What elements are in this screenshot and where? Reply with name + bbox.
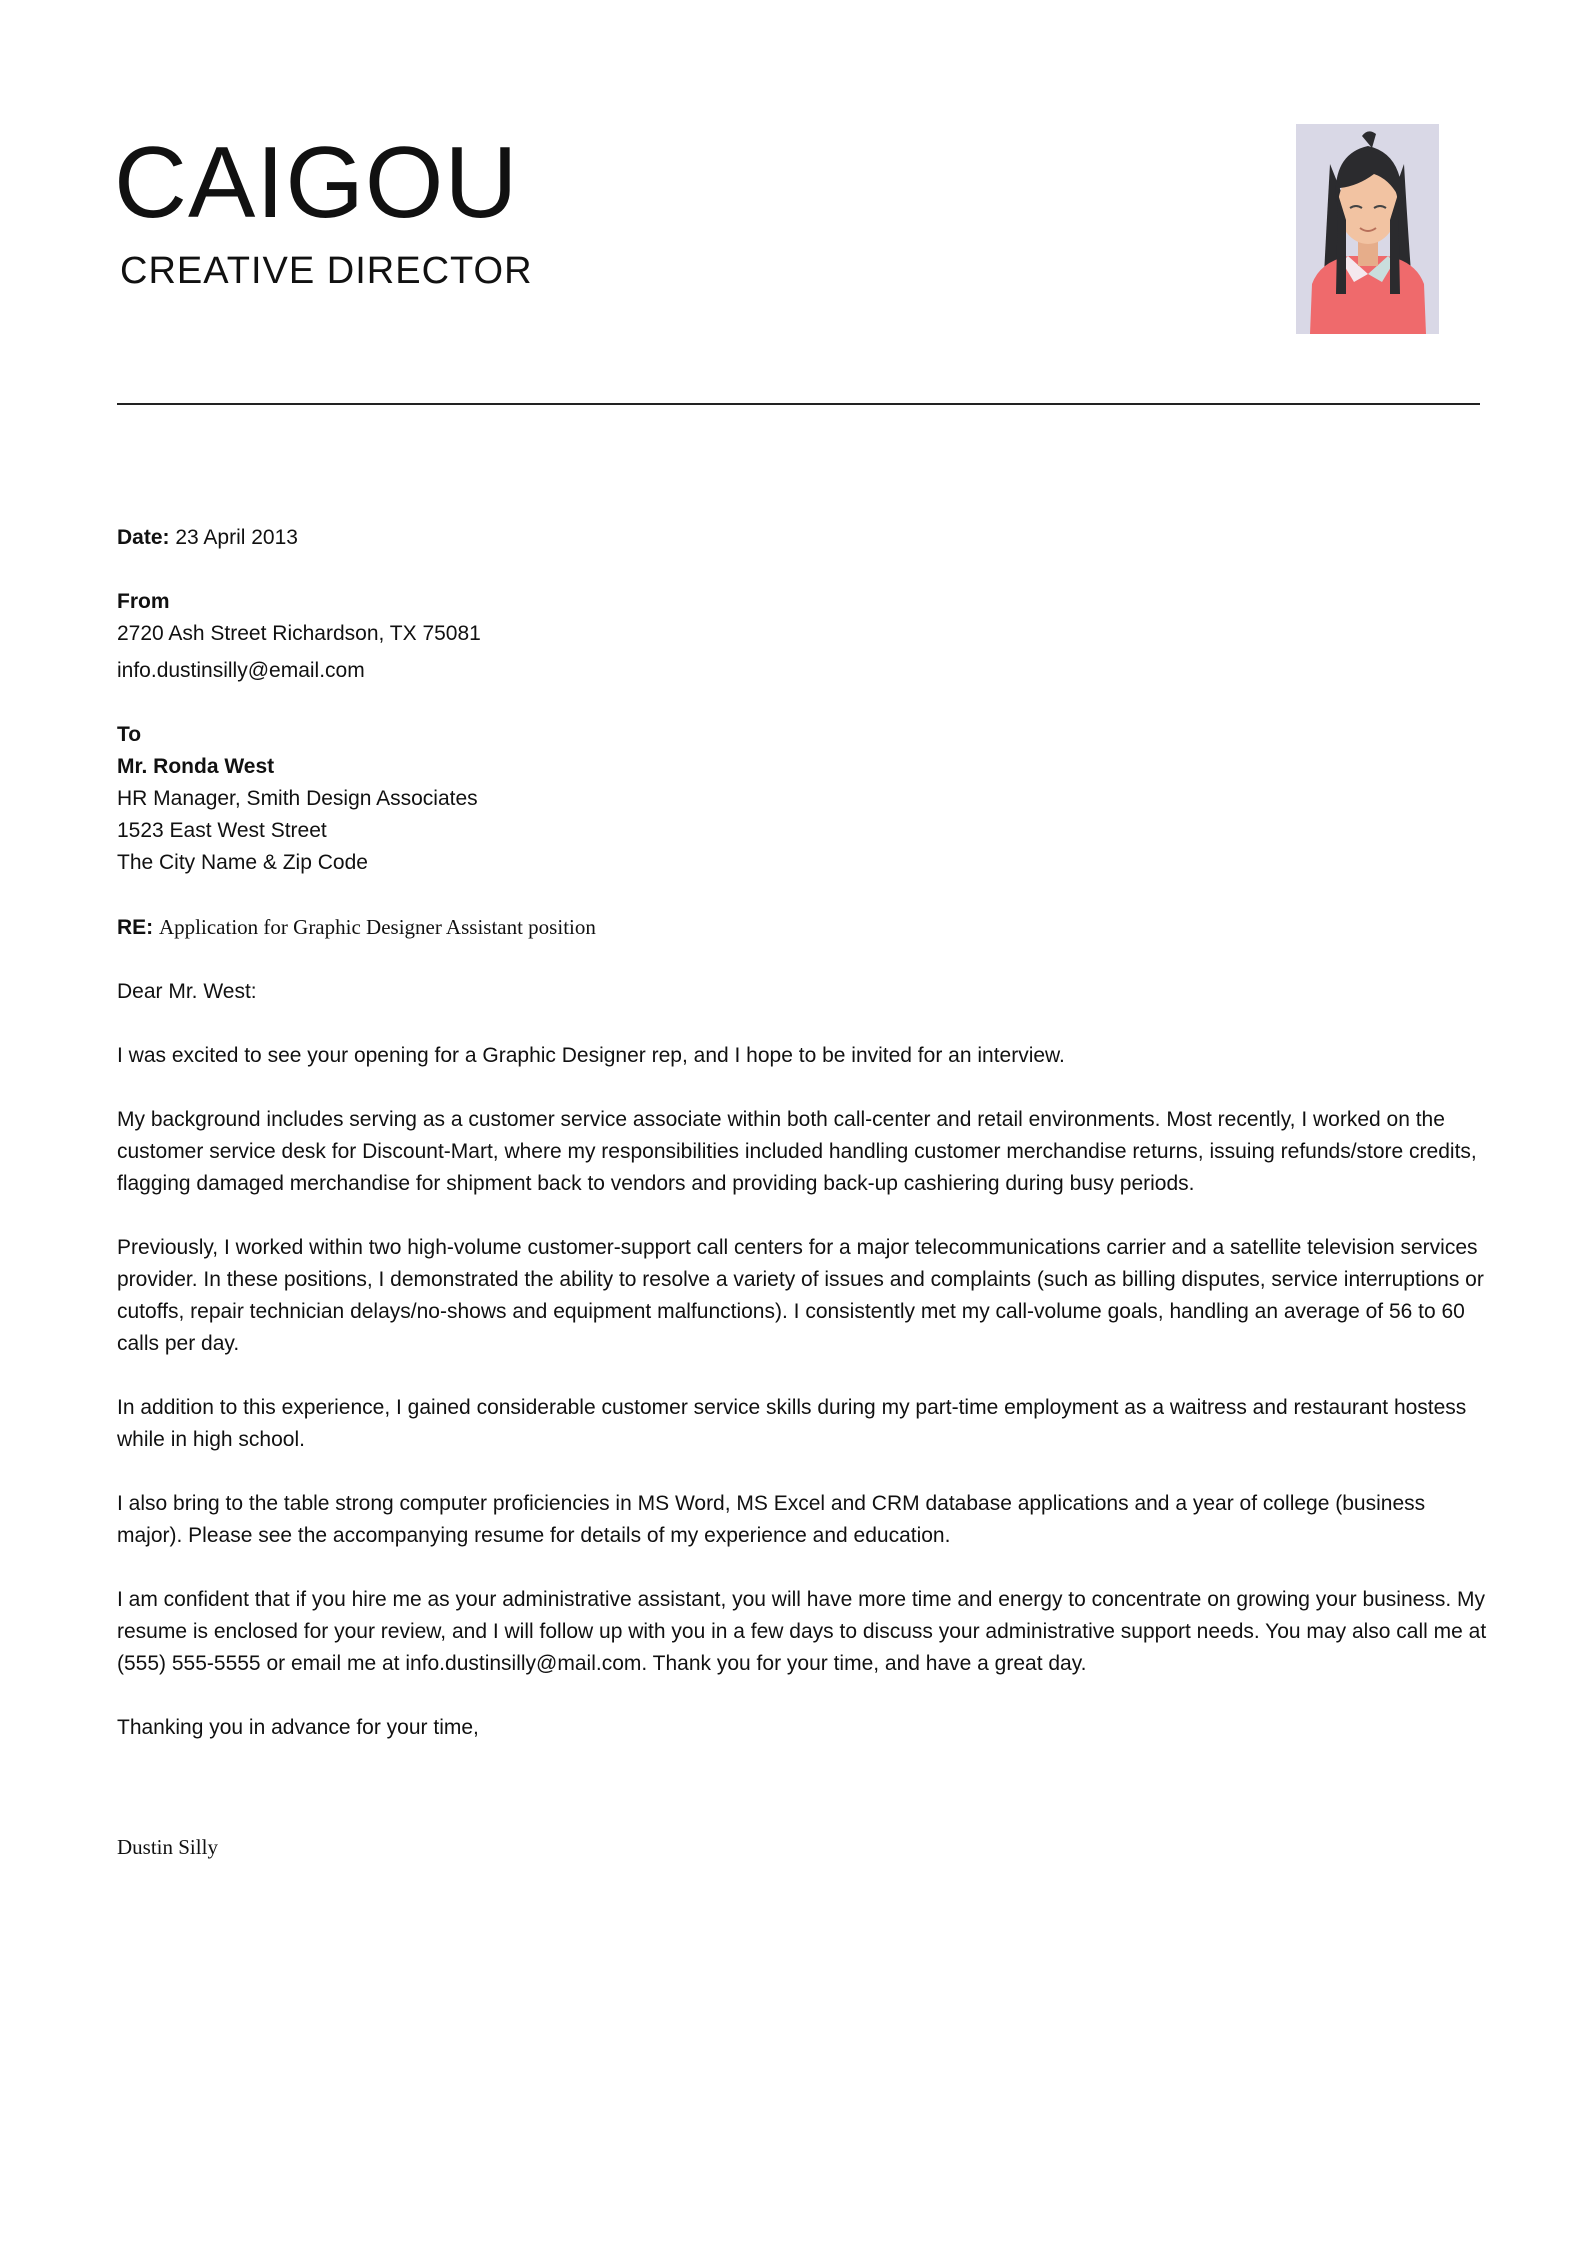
letter-paragraph: Previously, I worked within two high-volume customer-support call centers for a major telecommunications carrier and a satellite television services provider. In these positions, I demonstrated the ability to resolve a variety of issues and complaints (such as billing disputes, service interruptions or cutoffs, repair technician delays/no-shows and equipment malfunctions). I consistently met my call-volume goals, handling an average of 56 to 60 calls per day. bbox=[117, 1236, 1484, 1355]
re-value: Application for Graphic Designer Assistant position bbox=[159, 915, 596, 939]
letter-paragraph: In addition to this experience, I gained considerable customer service skills during my part-time employment as a waitress and restaurant hostess while in high school. bbox=[117, 1396, 1467, 1451]
from-label: From bbox=[117, 590, 170, 613]
avatar-woman-icon bbox=[1296, 124, 1439, 334]
applicant-name: CAIGOU bbox=[114, 127, 519, 239]
applicant-role: CREATIVE DIRECTOR bbox=[120, 250, 533, 292]
date-value: 23 April 2013 bbox=[175, 526, 298, 549]
salutation: Dear Mr. West: bbox=[117, 980, 257, 1003]
recipient-name: Mr. Ronda West bbox=[117, 755, 275, 778]
letter-paragraph: I was excited to see your opening for a Graphic Designer rep, and I hope to be invited for an interview. bbox=[117, 1044, 1065, 1067]
re-label: RE: bbox=[117, 916, 154, 939]
header-divider bbox=[117, 403, 1480, 405]
letter-paragraph: I am confident that if you hire me as your administrative assistant, you will have more time and energy to concentrate on growing your business. My resume is enclosed for your review, and I will follow up with you in a few days to discuss your administrative support needs. You may also call me at (555) 555-5555 or email me at info.dustinsilly@mail.com. Thank you for your time, and have a great day. bbox=[117, 1588, 1487, 1675]
closing: Thanking you in advance for your time, bbox=[117, 1716, 479, 1739]
from-email: info.dustinsilly@email.com bbox=[117, 659, 365, 682]
letter-body bbox=[117, 522, 1487, 1744]
recipient-title: HR Manager, Smith Design Associates bbox=[117, 787, 478, 810]
date-label: Date: bbox=[117, 526, 170, 549]
signature: Dustin Silly bbox=[117, 1835, 218, 1859]
letter-paragraph: I also bring to the table strong computer proficiencies in MS Word, MS Excel and CRM database applications and a year of college (business major). Please see the accompanying resume for details of my experience and education. bbox=[117, 1492, 1426, 1547]
from-address: 2720 Ash Street Richardson, TX 75081 bbox=[117, 622, 481, 645]
to-label: To bbox=[117, 723, 142, 746]
letter-paragraph: My background includes serving as a customer service associate within both call-center and retail environments. Most recently, I worked on the customer service desk for Discount-Mart, where my responsibilities included handling customer merchandise returns, issuing refunds/store credits, flagging damaged merchandise for shipment back to vendors and providing back-up cashiering during busy periods. bbox=[117, 1108, 1477, 1195]
recipient-city: The City Name & Zip Code bbox=[117, 851, 368, 874]
profile-photo bbox=[1296, 124, 1439, 334]
recipient-street: 1523 East West Street bbox=[117, 819, 327, 842]
re-line bbox=[117, 911, 1487, 944]
date-line bbox=[117, 522, 1487, 554]
